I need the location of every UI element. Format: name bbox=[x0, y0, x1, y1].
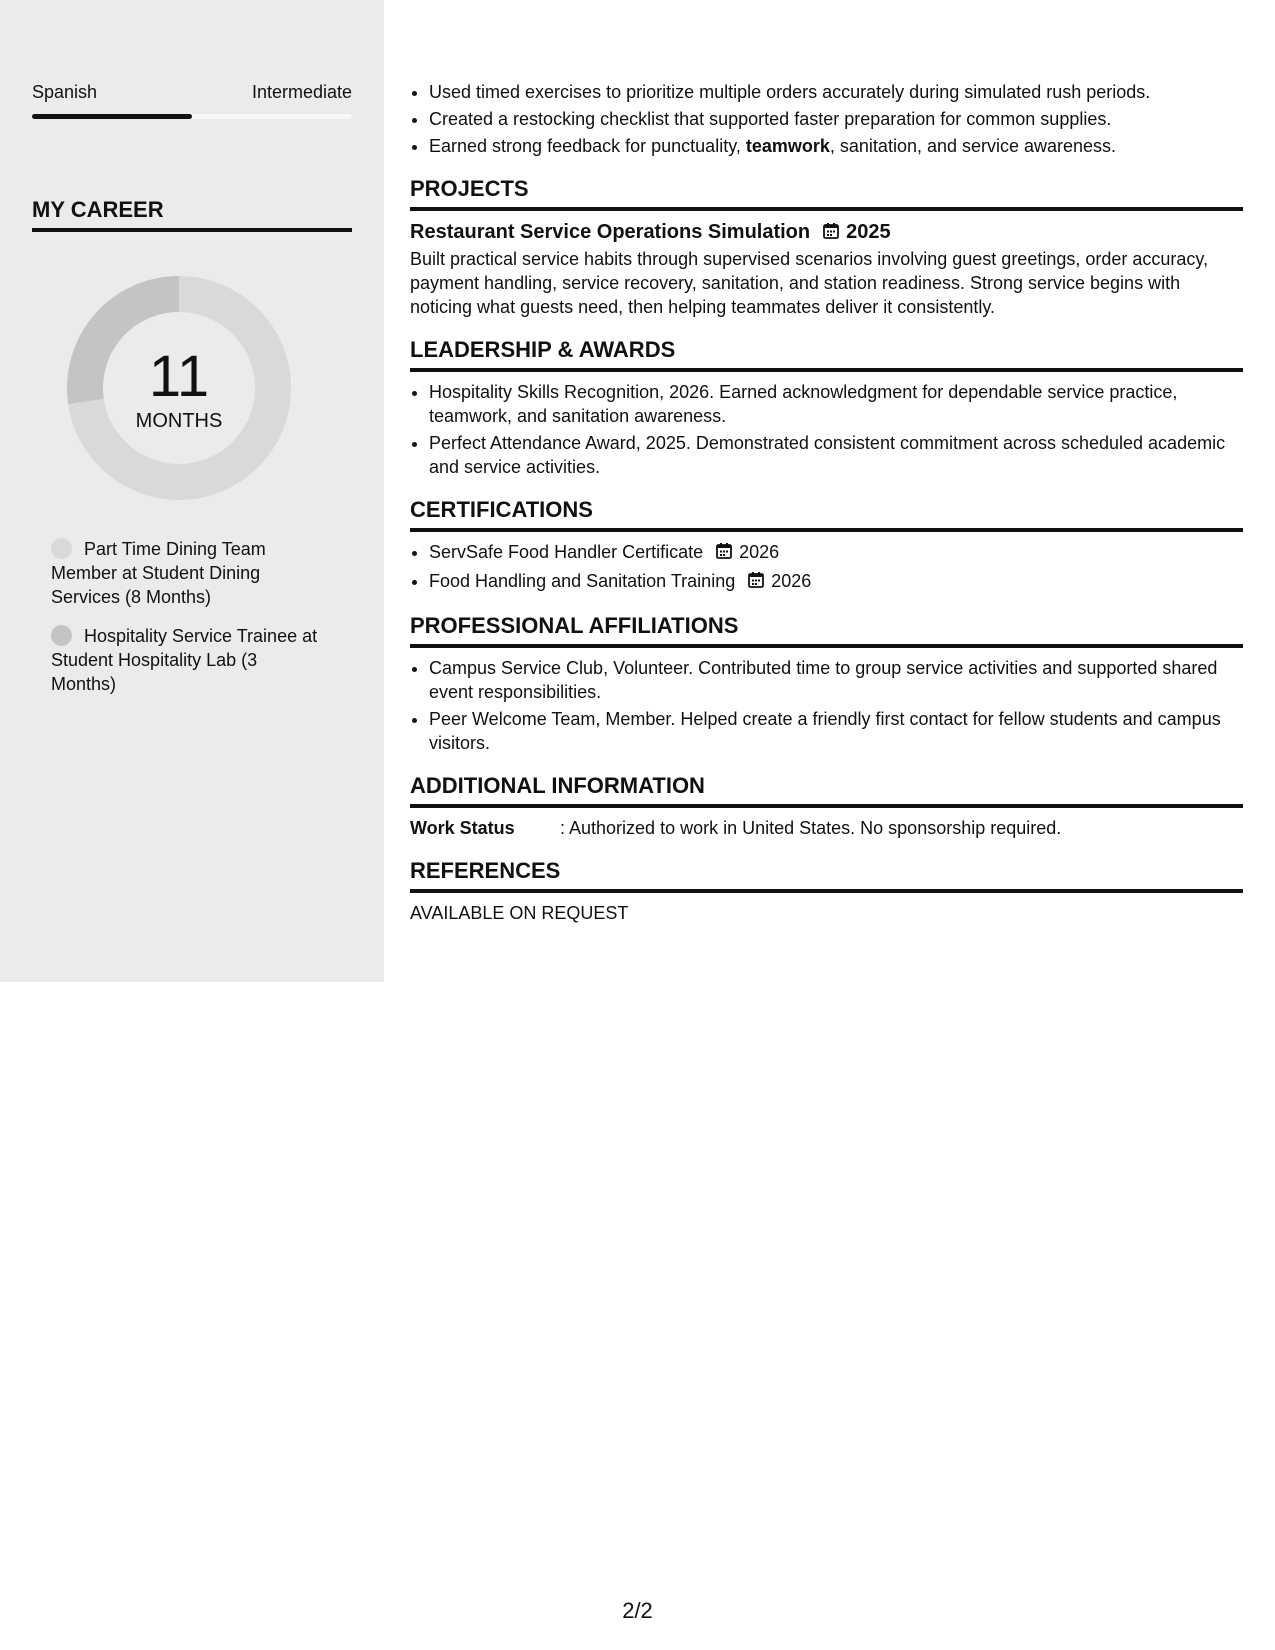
project-description: Built practical service habits through supervised scenarios involving guest greetings, order accuracy, payment handling, service recovery, sanitation, and station readiness. Strong service begins with noticing what guests need, then helping teammates deliver it consistently. bbox=[410, 249, 1209, 317]
calendar-icon bbox=[747, 571, 765, 595]
experience-bullet bbox=[429, 107, 1243, 131]
experience-bullet bbox=[429, 80, 1243, 104]
affiliation-item: • Campus Service Club, Volunteer. Contributed time to group service activities and supported shared event responsibilities. bbox=[429, 656, 1243, 704]
career-item-text: Part Time Dining Team Member at Student Dining Services (8 Months) bbox=[51, 539, 266, 607]
leadership-list bbox=[410, 380, 1243, 479]
sidebar bbox=[0, 0, 384, 982]
affiliation-item: • Peer Welcome Team, Member. Helped create a friendly first contact for fellow students and campus visitors. bbox=[429, 707, 1243, 755]
certification-item bbox=[429, 540, 1243, 566]
career-item-text: Hospitality Service Trainee at Student Hospitality Lab (3 Months) bbox=[51, 626, 318, 694]
project-title-row bbox=[410, 219, 1243, 247]
main-content bbox=[410, 80, 1243, 925]
references-heading: REFERENCES bbox=[410, 858, 1243, 893]
experience-bullet bbox=[429, 134, 1243, 158]
language-row bbox=[32, 82, 352, 103]
certifications-list bbox=[410, 540, 1243, 595]
work-status-label: Work Status bbox=[410, 818, 515, 838]
language-level: Intermediate bbox=[251, 82, 352, 102]
certification-item bbox=[429, 569, 1243, 595]
leadership-item: • Hospitality Skills Recognition, 2026. Earned acknowledgment for dependable service practice, teamwork, and sanitation awareness. bbox=[429, 380, 1243, 428]
leadership-heading: LEADERSHIP & AWARDS bbox=[410, 337, 1243, 372]
bullet-text: , sanitation, and service awareness. bbox=[829, 136, 1117, 156]
career-heading: MY CAREER bbox=[32, 197, 352, 232]
language-proficiency-fill bbox=[32, 114, 192, 119]
leadership-item: • Perfect Attendance Award, 2025. Demonstrated consistent commitment across scheduled academic and service activities. bbox=[429, 431, 1243, 479]
bullet-text: Used timed exercises to prioritize multiple orders accurately during simulated rush periods. bbox=[429, 82, 1151, 102]
page-number: 2/2 bbox=[622, 1598, 653, 1623]
affiliations-heading: PROFESSIONAL AFFILIATIONS bbox=[410, 613, 1243, 648]
donut-total-unit: MONTHS bbox=[135, 410, 223, 432]
projects-heading: PROJECTS bbox=[410, 176, 1243, 211]
experience-bullets bbox=[410, 80, 1243, 158]
donut-total-number: 11 bbox=[148, 344, 210, 409]
references-text: AVAILABLE ON REQUEST bbox=[410, 903, 629, 923]
bullet-text: Earned strong feedback for punctuality, bbox=[429, 136, 746, 156]
work-status-row bbox=[410, 816, 1243, 840]
project-year: 2025 bbox=[846, 221, 891, 243]
project-title: Restaurant Service Operations Simulation bbox=[410, 221, 811, 243]
language-name: Spanish bbox=[32, 82, 98, 102]
career-item bbox=[51, 537, 321, 609]
legend-dot-icon bbox=[51, 538, 72, 559]
certifications-heading: CERTIFICATIONS bbox=[410, 497, 1243, 532]
bullet-text: Created a restocking checklist that supported faster preparation for common supplies. bbox=[429, 109, 1112, 129]
legend-dot-icon bbox=[51, 625, 72, 646]
additional-info-heading: ADDITIONAL INFORMATION bbox=[410, 773, 1243, 808]
certification-year: 2026 bbox=[739, 542, 780, 562]
career-list bbox=[51, 537, 321, 711]
certification-name: ServSafe Food Handler Certificate bbox=[429, 542, 704, 562]
career-donut-chart bbox=[66, 275, 292, 501]
calendar-icon bbox=[715, 542, 733, 566]
certification-year: 2026 bbox=[771, 571, 812, 591]
work-status-value: : Authorized to work in United States. No sponsorship required. bbox=[560, 818, 1062, 838]
calendar-icon bbox=[822, 221, 840, 247]
affiliations-list bbox=[410, 656, 1243, 755]
bullet-bold-text: teamwork bbox=[745, 136, 830, 156]
career-item bbox=[51, 624, 321, 696]
language-proficiency-bar bbox=[32, 114, 352, 119]
certification-name: Food Handling and Sanitation Training bbox=[429, 571, 736, 591]
